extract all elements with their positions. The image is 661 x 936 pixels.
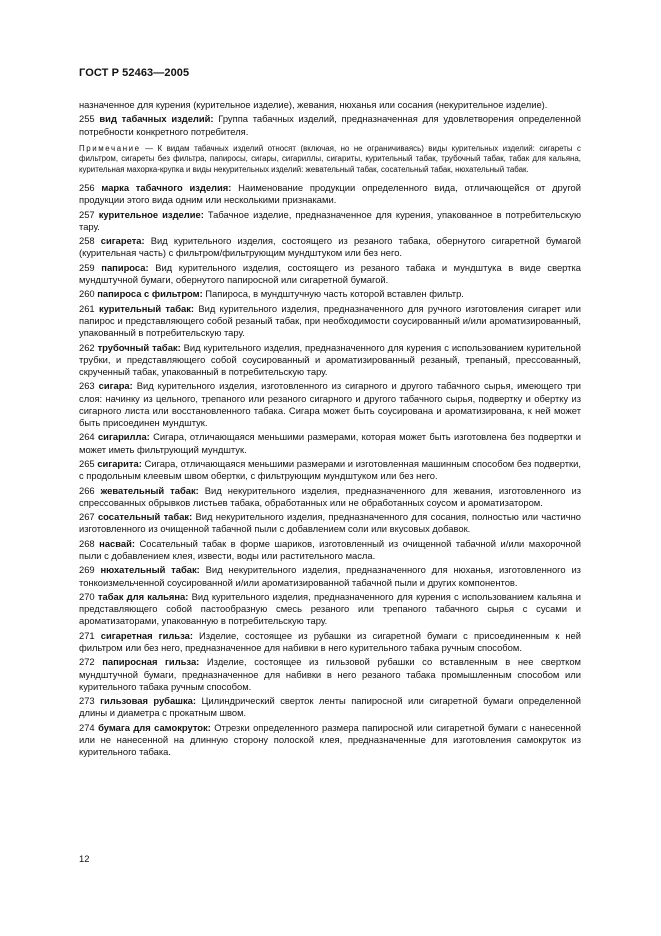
term-name: табак для кальяна: [97, 590, 189, 602]
term-number: 274 [79, 721, 95, 733]
term-definition: Вид курительного изделия, состоящего из резаного табака, обернутого сигаретной бумагой (курительная часть) с фильтром/фильтрующим мундштуком или без него. [79, 235, 581, 259]
term-entry [79, 591, 581, 628]
term-name: сигарита: [97, 457, 142, 469]
standard-header: ГОСТ Р 52463—2005 [79, 67, 190, 79]
term-name: курительное изделие: [98, 208, 204, 220]
term-name: сигарилла: [97, 431, 150, 443]
term-definition: Изделие, состоящее из гильзовой рубашки со вставленным в нее свертком мундштучной бумаги, предназначенное для набивки в него резаного табака промышленным способом или курительного табака ручным способом. [79, 656, 581, 692]
term-entry [79, 538, 581, 562]
term-number: 257 [79, 208, 95, 220]
terms-list-a [79, 113, 581, 137]
term-name: вид табачных изделий: [99, 113, 214, 125]
term-definition: Папироса, в мундштучную часть которой вставлен фильтр. [202, 288, 464, 300]
term-definition: Вид курительного изделия, изготовленного из сигарного и другого табачного сырья, имеющего три слоя: начинку из цельного, трепаного или резаного сигарного и другого табачного сырья, подвертку и обертку из сигарного листа или восстановленного табака. Сигара может быть соусирована и ароматизирована, к ней может быть присоединен мундштук. [79, 380, 581, 428]
term-entry [79, 380, 581, 429]
term-entry [79, 511, 581, 535]
term-name: папироса с фильтром: [97, 288, 203, 300]
term-name: нюхательный табак: [100, 564, 200, 576]
term-name: трубочный табак: [97, 341, 181, 353]
term-definition: Вид некурительного изделия, предназначенного для нюханья, изготовленного из тонкоизмельченной соусированной и/или ароматизированной табачной пыли и других компонентов. [79, 564, 581, 588]
term-definition: Вид курительного изделия, предназначенного для курения с использованием кальяна и представляющего собой пастообразную смесь резаного или трепаного табачного сырья с сусами и ароматизаторами, упакованную в потребительскую тару. [79, 590, 581, 627]
term-entry [79, 458, 581, 482]
term-number: 263 [79, 380, 95, 392]
term-number: 273 [79, 695, 95, 707]
term-number: 272 [79, 656, 95, 668]
page-number: 12 [79, 853, 90, 864]
terms-list-b [79, 182, 581, 758]
term-entry [79, 288, 581, 300]
term-entry [79, 209, 581, 233]
term-name: сигаретная гильза: [100, 629, 193, 641]
term-number: 270 [79, 590, 95, 602]
term-name: сигара: [98, 380, 133, 392]
document-body [79, 99, 581, 761]
term-definition: Вид некурительного изделия, предназначенного для сосания, полностью или частично изготовленного из очищенной табачной пыли с добавлением соли или вкусовых добавок. [79, 511, 581, 535]
term-entry [79, 262, 581, 286]
term-name: папиросная гильза: [102, 656, 200, 668]
term-entry [79, 431, 581, 455]
term-entry [79, 303, 581, 340]
term-definition: Изделие, состоящее из рубашки из сигаретной бумаги с присоединенным к ней фильтром или без него, предназначенное для набивки в него курительного табака ручным способом. [79, 629, 582, 653]
term-definition: Сигара, отличающаяся меньшими размерами и изготовленная машинным способом без подвертки, с продольным клеевым швом обертки, с фильтрующим мундштуком или без него. [79, 457, 581, 482]
term-number: 268 [79, 537, 95, 549]
note-block [79, 144, 581, 175]
term-number: 259 [79, 261, 95, 273]
term-definition: Цилиндрический сверток ленты папиросной или сигаретной бумаги определенной длины и диаметра с прокатным швом. [79, 695, 581, 719]
term-name: бумага для самокруток: [98, 721, 211, 733]
term-entry [79, 564, 581, 588]
term-entry [79, 235, 581, 259]
term-number: 267 [79, 511, 95, 523]
note-text: — К видам табачных изделий относят (включая, но не ограничиваясь) виды курительных изделий: сигареты с фильтром, сигареты без фильтра, папиросы, сигары, сигариллы, сигариты, курительный табак, трубочный табак, табак для кальяна, курительная махорка-крупка и виды некурительных изделий: жевательный табак, сосательный табак, нюхательный табак. [79, 143, 581, 174]
term-name: марка табачного изделия: [101, 182, 232, 194]
term-entry [79, 485, 581, 509]
term-number: 255 [79, 113, 95, 125]
term-definition: Вид курительного изделия, предназначенного для ручного изготовления сигарет или папирос и представляющего собой резаный табак, при необходимости соусированный и/или ароматизированный, упакованный в потребительскую тару. [79, 302, 581, 339]
term-number: 258 [79, 235, 95, 247]
term-name: папироса: [101, 261, 149, 273]
term-number: 260 [79, 288, 95, 300]
term-definition: Вид курительного изделия, предназначенного для курения с использованием курительной трубки, и представляющего собой соусированный и ароматизированный резаный, трепаный, прессованный, скрученный табак, упакованный в потребительскую тару. [79, 341, 581, 377]
term-entry [79, 656, 581, 693]
term-entry [79, 722, 581, 759]
term-definition: Отрезки определенного размера папиросной или сигаретной бумаги с нанесенной или не нанесенной на длинную сторону полоской клея, предназначенные для изготовления самокруток из курительного табака. [79, 721, 582, 758]
term-name: насвай: [99, 537, 136, 549]
term-name: жевательный табак: [100, 484, 199, 496]
term-entry [79, 113, 581, 137]
term-entry [79, 630, 581, 654]
term-entry [79, 182, 581, 206]
term-entry [79, 342, 581, 379]
term-definition: Группа табачных изделий, предназначенная для удовлетворения определенной потребности конкретного потребителя. [79, 113, 582, 137]
term-number: 262 [79, 341, 95, 353]
term-number: 265 [79, 457, 95, 469]
term-definition: Наименование продукции определенного вида, отличающейся от другой продукции этого вида одним или несколькими признаками. [79, 182, 582, 206]
term-definition: Сосательный табак в форме шариков, изготовленный из очищенной табачной и/или махорочной пыли с добавлением клея, извести, воды или растительного масла. [79, 537, 581, 561]
term-number: 256 [79, 182, 95, 194]
term-name: курительный табак: [98, 302, 195, 314]
term-number: 261 [79, 302, 95, 314]
term-definition: Вид курительного изделия, состоящего из резаного табака и мундштука в виде свертка мундштучной бумаги, обернутого папиросной или сигаретной бумагой. [79, 261, 581, 285]
term-name: гильзовая рубашка: [100, 695, 197, 707]
term-entry [79, 695, 581, 719]
term-definition: Табачное изделие, предназначенное для курения, упакованное в потребительскую тару. [79, 208, 581, 232]
term-definition: Вид некурительного изделия, предназначенного для жевания, изготовленного из спрессованных обрывков листьев табака, обработанных или не обработанных соусом и ароматизатором. [79, 484, 581, 508]
term-number: 271 [79, 629, 95, 641]
note-label: Примечание [79, 143, 141, 153]
term-number: 269 [79, 564, 95, 576]
term-name: сосательный табак: [97, 511, 193, 523]
term-number: 266 [79, 484, 95, 496]
term-name: сигарета: [100, 235, 145, 247]
term-number: 264 [79, 431, 95, 443]
term-definition: Сигара, отличающаяся меньшими размерами, которая может быть изготовлена без подвертки и может иметь фильтрующий мундштук. [79, 431, 581, 455]
continuation-text: назначенное для курения (курительное изделие), жевания, нюханья или сосания (некурительное изделие). [79, 99, 548, 110]
